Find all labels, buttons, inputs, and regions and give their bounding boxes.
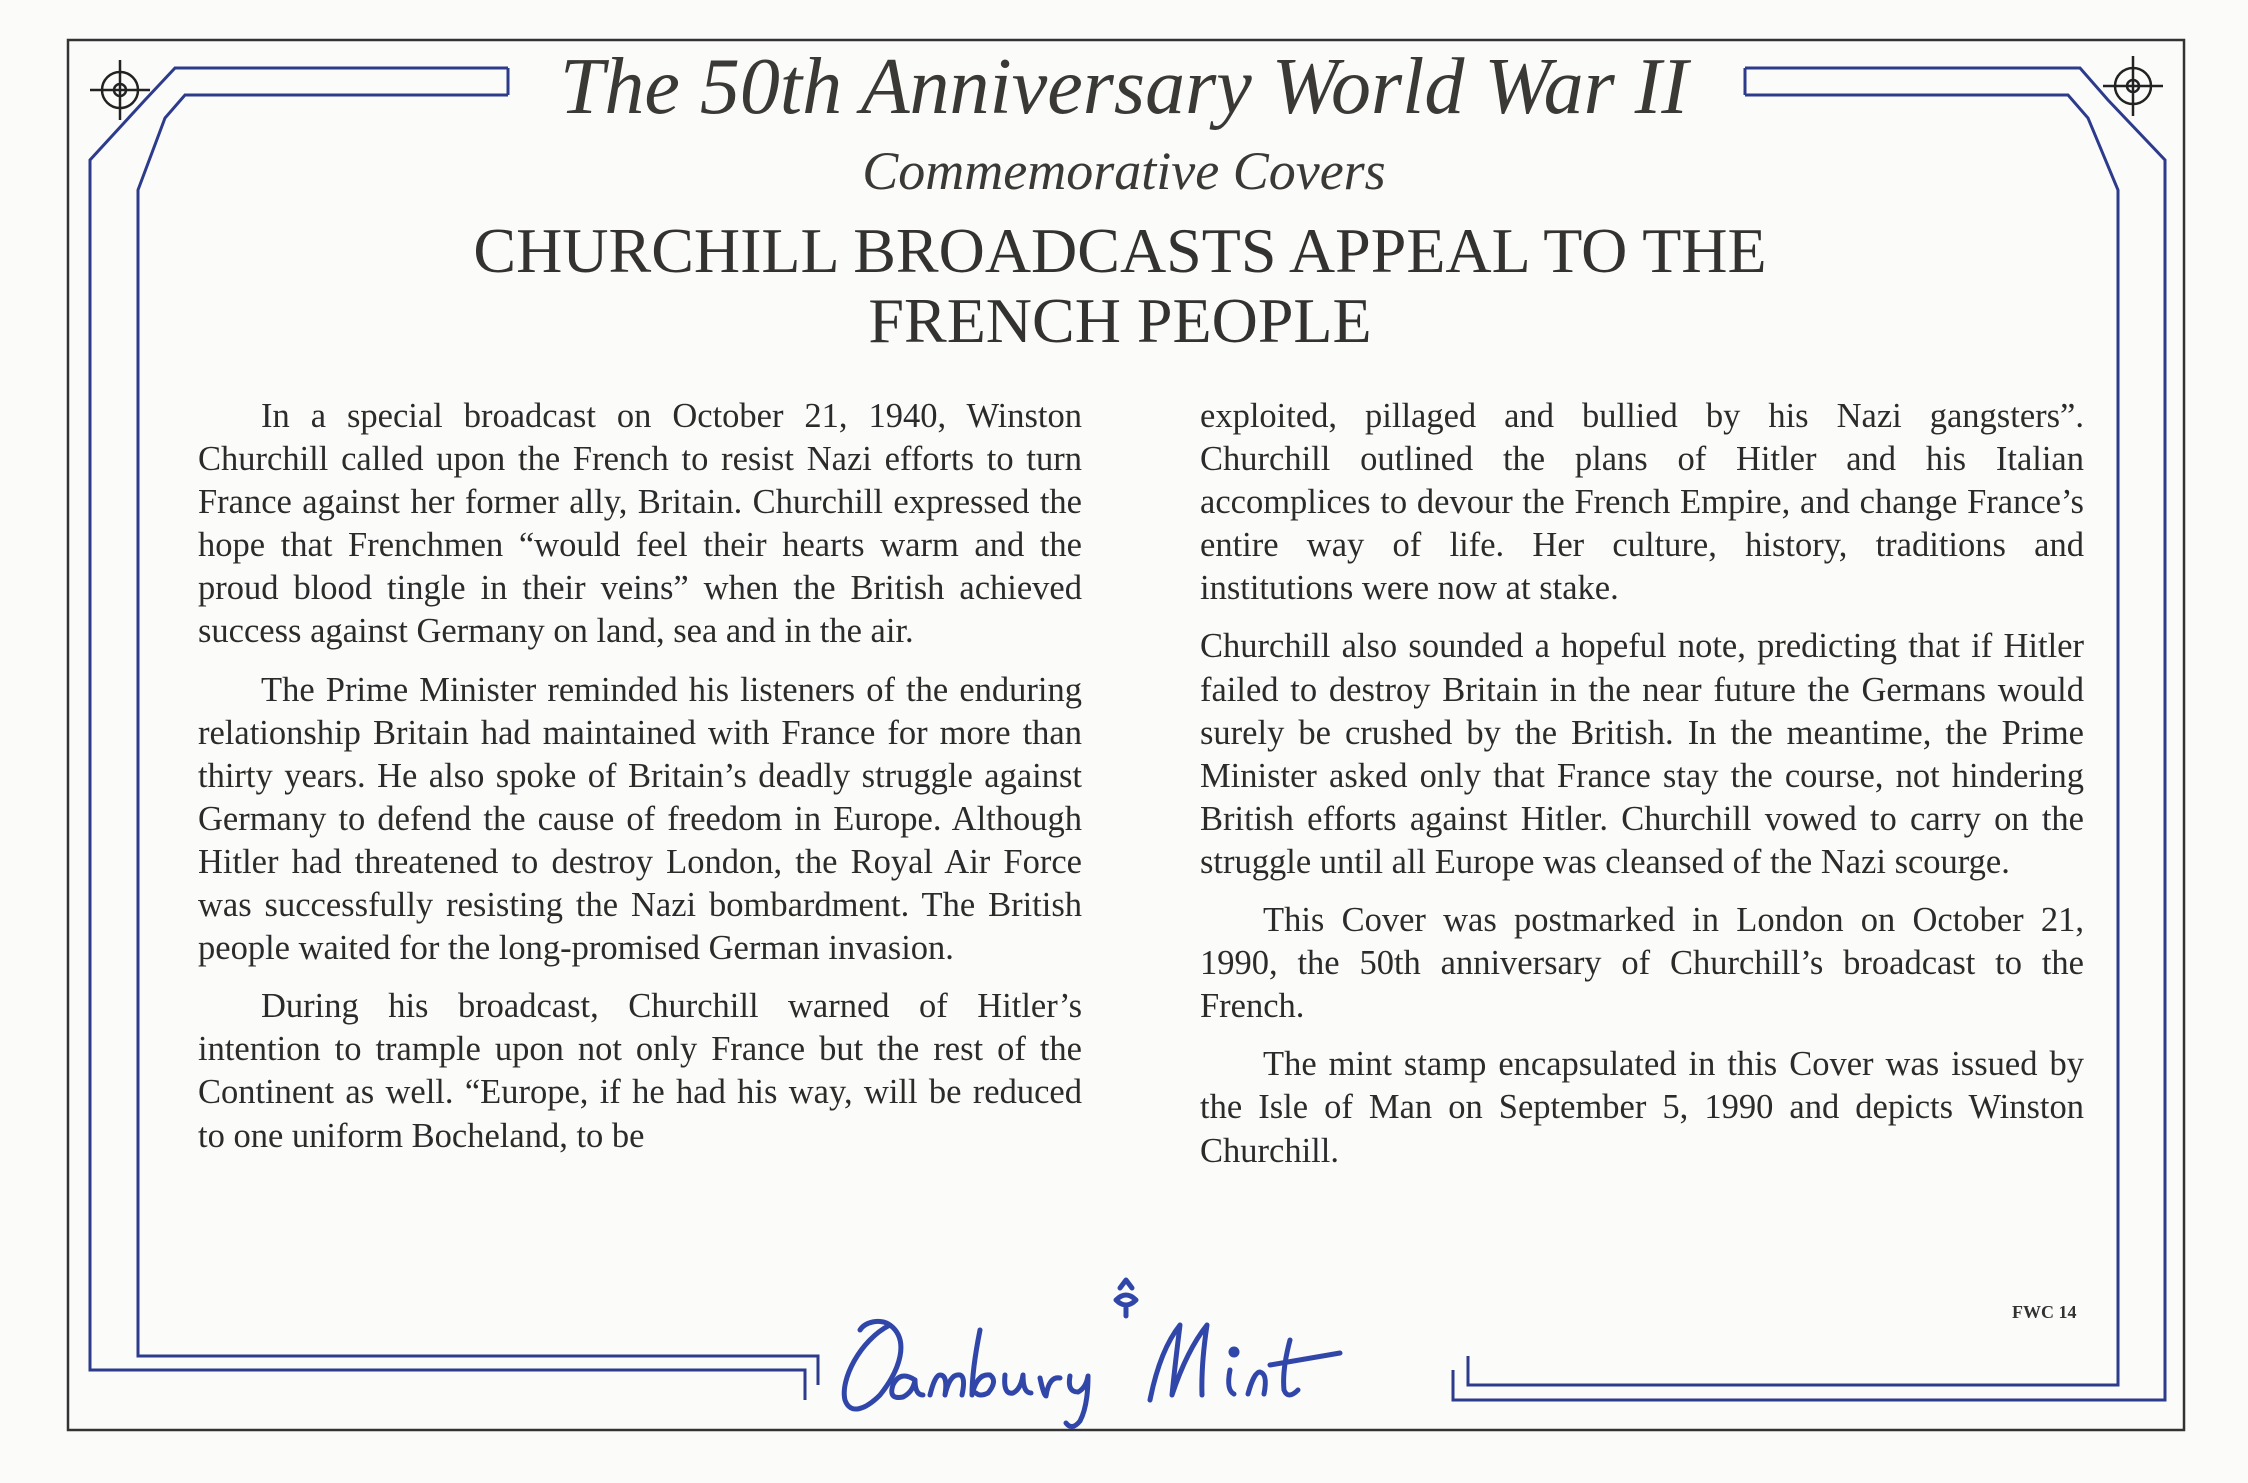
document-code: FWC 14	[2012, 1302, 2077, 1322]
article-headline	[300, 216, 1940, 356]
left-column	[198, 395, 1082, 1173]
page-subtitle: Commemorative Covers	[862, 141, 1386, 201]
paragraph: The mint stamp encapsulated in this Cover was issued by the Isle of Man on September 5, 1990 and depicts Winston Churchill.	[1200, 1045, 2084, 1170]
danbury-mint-signature-logo	[820, 1270, 1440, 1440]
paragraph: This Cover was postmarked in London on October 21, 1990, the 50th anniversary of Churchill’s broadcast to the French.	[1200, 901, 2084, 1026]
paragraph: During his broadcast, Churchill warned of Hitler’s intention to trample upon not only France but the rest of the Continent as well. “Europe, if he had his way, will be reduced to one uniform Bocheland, to be	[198, 987, 1082, 1155]
headline-line-2: FRENCH PEOPLE	[868, 285, 1372, 356]
paragraph: In a special broadcast on October 21, 1940, Winston Churchill called upon the French to resist Nazi efforts to turn France against her former ally, Britain. Churchill expressed the hope that Frenchmen “would feel their hearts warm and the proud blood tingle in their veins” when the British achieved success against Germany on land, sea and in the air.	[198, 397, 1082, 651]
right-column	[1200, 395, 2084, 1188]
paragraph: Churchill also sounded a hopeful note, predicting that if Hitler failed to destroy Britain in the near future the Germans would surely be crushed by the British. In the meantime, the Prime Minister asked only that France stay the course, not hindering British efforts against Hitler. Churchill vowed to carry on the struggle until all Europe was cleansed of the Nazi scourge.	[1200, 627, 2084, 881]
paragraph: exploited, pillaged and bullied by his Nazi gangsters”. Churchill outlined the plans of Hitler and his Italian accomplices to devour the French Empire, and change France’s entire way of life. Her culture, history, traditions and institutions were now at stake.	[1200, 397, 2084, 608]
headline-line-1: CHURCHILL BROADCASTS APPEAL TO THE	[473, 215, 1767, 286]
paragraph: The Prime Minister reminded his listeners of the enduring relationship Britain had maintained with France for more than thirty years. He also spoke of Britain’s deadly struggle against Germany to defend the cause of freedom in Europe. Although Hitler had threatened to destroy London, the Royal Air Force was successfully resisting the Nazi bombardment. The British people waited for the long-promised German invasion.	[198, 670, 1082, 968]
page-title: The 50th Anniversary World War II	[559, 43, 1689, 131]
